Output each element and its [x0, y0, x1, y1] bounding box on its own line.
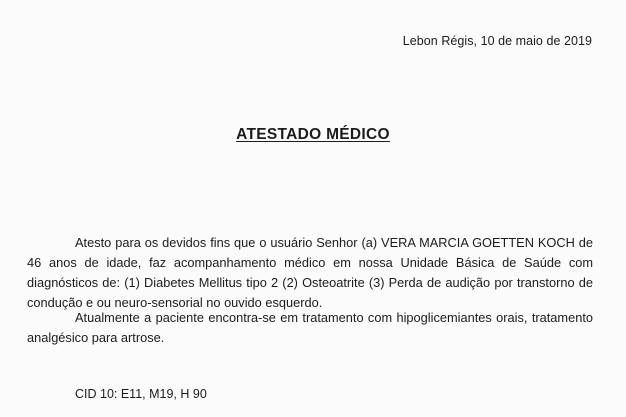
place-date: Lebon Régis, 10 de maio de 2019 — [402, 34, 592, 48]
attestation-paragraph: Atesto para os devidos fins que o usuário Senhor (a) VERA MARCIA GOETTEN KOCH de 46 anos de idade, faz acompanhamento médico em nossa Unidade Básica de Saúde com diagnósticos de: (1) Diabetes Mellitus tipo 2 (2) Osteoatrite (3) Perda de audição por transtorno de condução e ou neuro-sensorial no ouvido esquerdo. — [27, 235, 593, 310]
cid-codes: CID 10: E11, M19, H 90 — [75, 387, 207, 401]
treatment-paragraph: Atualmente a paciente encontra-se em tratamento com hipoglicemiantes orais, tratamento analgésico para artrose. — [27, 310, 593, 345]
document-title: ATESTADO MÉDICO — [236, 126, 390, 143]
